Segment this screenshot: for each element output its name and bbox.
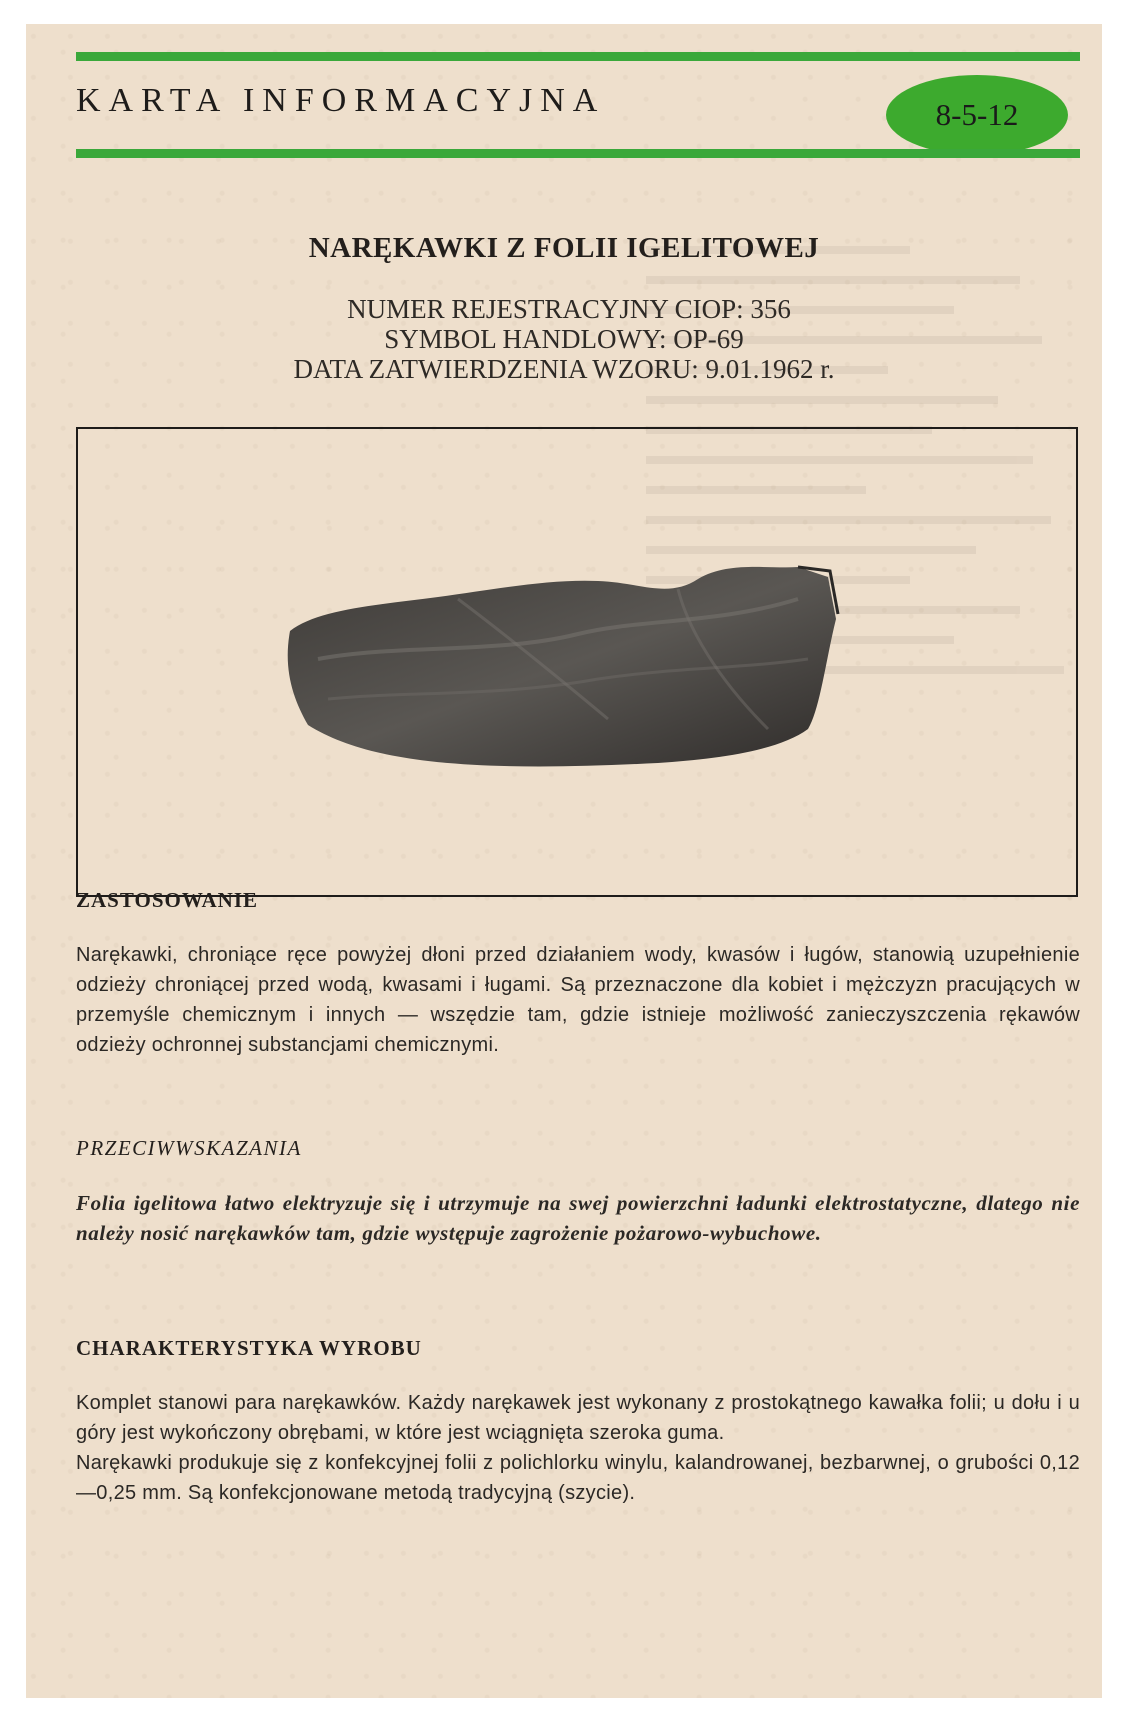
product-photo-frame [76, 427, 1078, 897]
application-section [76, 888, 1080, 913]
contraindications-text: Folia igelitowa łatwo elektryzuje się i utrzymuje na swej powierzchni ładunki elektrostatyczne, dlatego nie należy nosić narękawków tam, gdzie występuje zagrożenie pożarowo-wybuchowe. [76, 1191, 1080, 1245]
characteristics-text-2: Narękawki produkuje się z konfekcyjnej folii z polichlorku winylu, kalandrowanej, bezbarwnej, o grubości 0,12—0,25 mm. Są konfekcjonowane metodą tradycyjną (szycie). [76, 1452, 1080, 1504]
application-text-block [76, 940, 1080, 1060]
document-title: NARĘKAWKI Z FOLII IGELITOWEJ [308, 232, 820, 264]
sleeve-photo-image [78, 429, 1076, 895]
document-meta [26, 294, 1102, 384]
registration-number: NUMER REJESTRACYJNY CIOP: 356 [347, 294, 791, 324]
characteristics-heading: CHARAKTERYSTYKA WYROBU [76, 1336, 422, 1360]
characteristics-text-1: Komplet stanowi para narękawków. Każdy narękawek jest wykonany z prostokątnego kawałka folii; u dołu i u góry jest wykończony obrębami, w które jest wciągnięta szeroka guma. [76, 1392, 1080, 1444]
card-code-badge [886, 75, 1068, 155]
info-card-page [26, 24, 1102, 1698]
contraindications-section [76, 1136, 1080, 1161]
header-bottom-band [76, 149, 1080, 158]
application-text: Narękawki, chroniące ręce powyżej dłoni przed działaniem wody, kwasów i ługów, stanowią uzupełnienie odzieży chroniącej przed wodą, kwasami i ługami. Są przeznaczone dla kobiet i mężczyzn pracujących w przemyśle chemicznym i innych — wszędzie tam, gdzie istnieje możliwość zanieczyszczenia rękawów odzieży ochronnej substancjami chemicznymi. [76, 944, 1080, 1056]
contraindications-heading: PRZECIWWSKAZANIA [76, 1136, 302, 1160]
contraindications-text-block [76, 1188, 1080, 1248]
characteristics-text-block [76, 1388, 1080, 1508]
trade-symbol: SYMBOL HANDLOWY: OP-69 [384, 324, 744, 354]
header-top-band [76, 52, 1080, 61]
header-title: KARTA INFORMACYJNA [76, 82, 606, 119]
application-heading: ZASTOSOWANIE [76, 888, 259, 912]
approval-date: DATA ZATWIERDZENIA WZORU: 9.01.1962 r. [293, 354, 835, 384]
card-code: 8-5-12 [935, 97, 1019, 132]
characteristics-section [76, 1336, 1080, 1361]
